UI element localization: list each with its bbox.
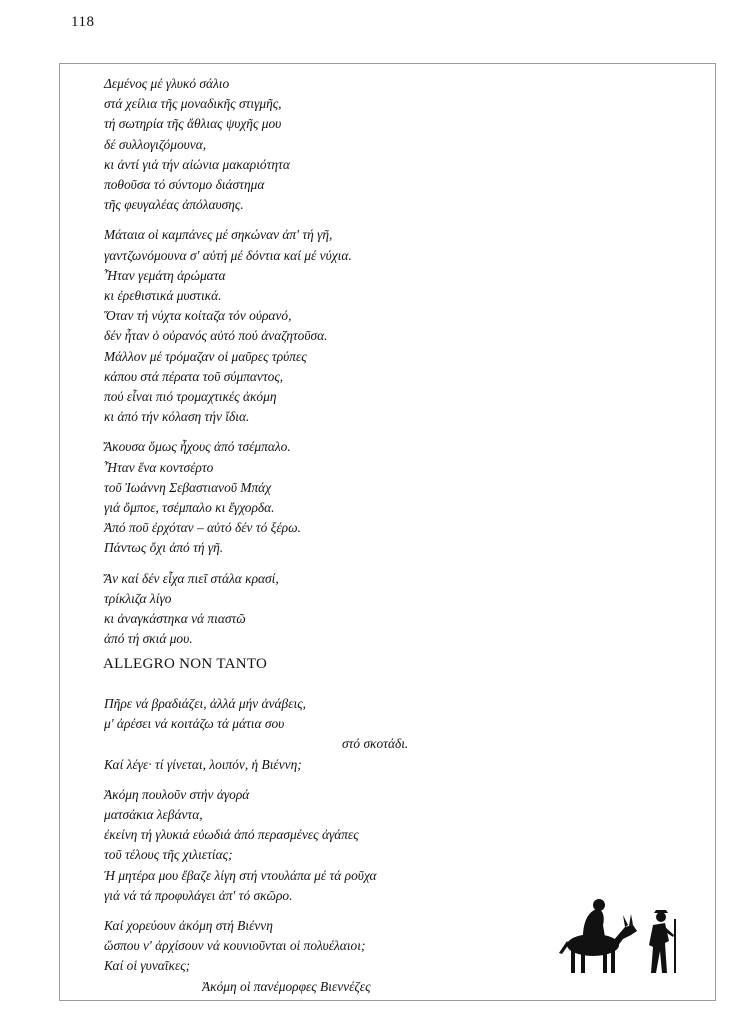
poem-line: Ἄκουσα ὅμως ἦχους ἀπό τσέμπαλο. [104,439,291,455]
poem-line: στά χείλια τῆς μοναδικῆς στιγμῆς, [104,96,282,112]
poem-line: Δεμένος μέ γλυκό σάλιο [104,76,230,91]
poem-line: Πάντως ὄχι ἀπό τή γῆ. [104,540,224,556]
stanza-1 [104,74,664,215]
poem-line: Ἀκόμη οἱ πανέμορφες Βιεννέζες [202,978,371,994]
poem-line: τοῦ τέλους τῆς χιλιετίας; [104,847,233,863]
poem-line: δέ συλλογιζόμουνα, [104,136,207,152]
poem-line: τρίκλιζα λίγο [104,590,172,606]
poem-line: Καί χορεύουν ἀκόμη στή Βιέννη [104,918,273,934]
poem-line: γαντζωνόμουνα σ' αὐτή μέ δόντια καί μέ νύχια. [104,247,352,263]
stanza-5 [104,694,664,775]
poem-line: Ἦταν ἕνα κοντσέρτο [104,459,214,475]
poem-line: Ἄν καί δέν εἶχα πιεῖ στάλα κρασί, [104,570,279,586]
poem-line: Πῆρε νά βραδιάζει, ἀλλά μήν ἀνάβεις, [104,696,307,711]
stanza-4 [104,569,664,650]
poem-line: Ἦταν γεμάτη ἀρώματα [104,267,226,283]
poem-line: τοῦ Ἰωάννη Σεβαστιανοῦ Μπάχ [104,479,272,495]
poem-line: δέν ἦταν ὁ οὐρανός αὐτό πού ἀναζητοῦσα. [104,328,328,344]
stanza-2 [104,225,664,427]
poem-line: τῆς φευγαλέας ἀπόλαυσης. [104,197,244,213]
poem-line: ἀπό τή σκιά μου. [104,631,193,647]
poem-line: Ἡ μητέρα μου ἔβαζε λίγη στή ντουλάπα μέ τά ροῦχα [104,867,377,883]
poem-line: γιά νά τά προφυλάγει ἀπ' τό σκῶρο. [104,887,293,903]
poem-line: Ἀπό ποῦ ἐρχόταν – αὐτό δέν τό ξέρω. [104,520,301,536]
poem-line: Καί οἱ γυναῖκες; [104,958,191,974]
poem-line: κι ἀντί γιά τήν αἰώνια μακαριότητα [104,156,290,172]
poem-line: Ἀκόμη πουλοῦν στήν ἀγορά [104,786,250,802]
poem-line: ποθοῦσα τό σύντομο διάστημα [104,177,265,193]
stanza-6 [104,785,664,906]
poem-upper [104,74,664,659]
poem-line: τή σωτηρία τῆς ἄθλιας ψυχῆς μου [104,116,282,132]
donkey-rider-walker-silhouette-icon [553,895,683,977]
poem-line: πού εἶναι πιό τρομαχτικές ἀκόμη [104,389,277,405]
poem-line: στό σκοτάδι. [342,736,409,752]
poem-line: κι ἐρεθιστικά μυστικά. [104,288,222,304]
poem-line: μ' ἀρέσει νά κοιτάζω τά μάτια σου [104,716,285,732]
poem-line: γιά ὄμποε, τσέμπαλο κι ἔγχορδα. [104,500,275,516]
poem-line: ματσάκια λεβάντα, [104,807,203,823]
page-number: 118 [71,14,95,30]
stanza-3 [104,437,664,558]
poem-line: Μάλλον μέ τρόμαζαν οἱ μαῦρες τρύπες [104,348,307,364]
poem-line: κι ἀναγκάστηκα νά πιαστῶ [104,611,246,627]
poem-line: κι ἀπό τήν κόλαση τήν ἴδια. [104,409,250,425]
poem-line: Καί λέγε· τί γίνεται, λοιπόν, ἡ Βιέννη; [104,756,302,772]
poem-line: Μάταια οἱ καμπάνες μέ σηκώναν ἀπ' τή γῆ, [104,227,333,243]
poem-line: κάπου στά πέρατα τοῦ σύμπαντος, [104,368,284,384]
poem-line: ὥσπου ν' ἀρχίσουν νά κουνιοῦνται οἱ πολυέλαιοι; [104,938,366,954]
poem-line: Ὅταν τή νύχτα κοίταζα τόν οὐρανό, [104,308,292,324]
section-heading: ALLEGRO NON TANTO [103,656,268,672]
poem-line: ἐκείνη τή γλυκιά εὐωδιά ἀπό περασμένες ἀγάπες [104,827,359,843]
